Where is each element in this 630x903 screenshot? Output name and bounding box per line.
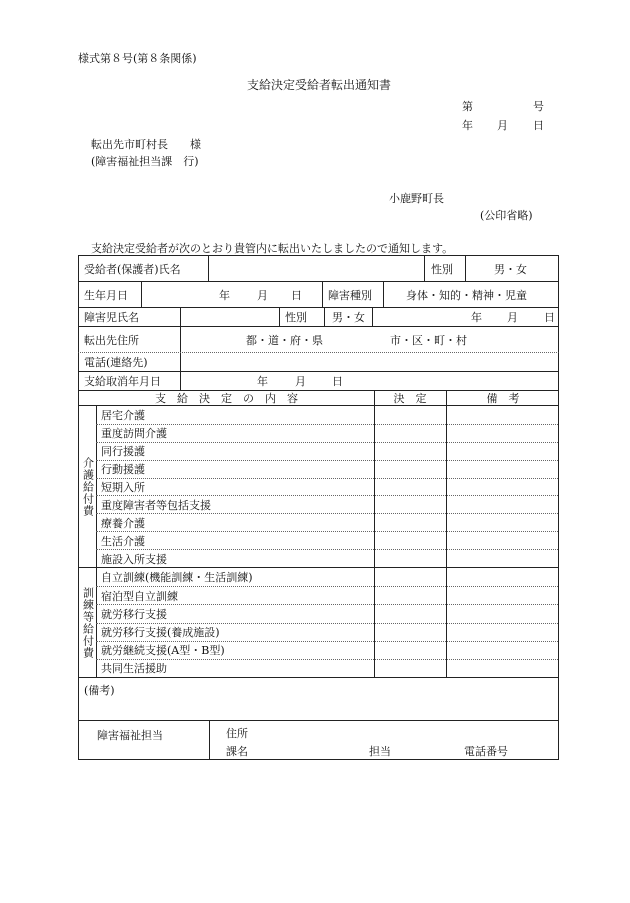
footer-address: 住所	[226, 727, 248, 740]
label-child-gender: 性別	[285, 311, 307, 324]
form-number: 様式第８号(第８条関係)	[78, 52, 197, 65]
service-item-label: 短期入所	[101, 480, 145, 494]
group2-label: 訓練等給付費	[81, 586, 95, 659]
row-address	[78, 326, 559, 352]
label-birthdate: 生年月日	[84, 288, 128, 302]
footer-contact	[78, 720, 559, 760]
service-item-label: 宿泊型自立訓練	[101, 589, 178, 603]
service-item-label: 就労継続支援(A型・B型)	[101, 644, 225, 658]
transfer-notice-form	[78, 255, 559, 760]
service-item-label: 療養介護	[101, 516, 145, 530]
remarks-label: (備考)	[84, 684, 115, 697]
service-item-label: 重度障害者等包括支援	[101, 498, 211, 512]
table-header	[78, 390, 559, 405]
group1-label: 介護給付費	[81, 456, 95, 517]
cancel-day: 日	[332, 375, 343, 388]
table-row	[96, 531, 558, 549]
birth-year: 年	[219, 288, 230, 302]
city-options: 市・区・町・村	[390, 333, 467, 347]
child-birth-day: 日	[544, 311, 555, 324]
row-phone	[78, 352, 559, 371]
sender-seal: (公印省略)	[480, 209, 533, 222]
footer-person: 担当	[369, 745, 391, 758]
label-disability-type: 障害種別	[328, 288, 372, 302]
footer-section: 課名	[226, 745, 248, 758]
date-month: 月	[497, 119, 508, 132]
service-item-label: 行動援護	[101, 463, 145, 477]
row-cancel-date	[78, 371, 559, 390]
table-row	[96, 623, 558, 641]
gender-options: 男・女	[494, 262, 527, 276]
table-row	[96, 641, 558, 659]
row-recipient	[78, 255, 559, 281]
table-row	[96, 478, 558, 496]
service-item-label: 居宅介護	[101, 408, 145, 422]
header-remarks: 備 考	[486, 392, 520, 405]
table-row	[96, 586, 558, 604]
birth-month: 月	[257, 288, 268, 302]
service-item-label: 自立訓練(機能訓練・生活訓練)	[101, 571, 253, 585]
service-item-label: 共同生活援助	[101, 662, 167, 676]
remarks-box	[78, 677, 559, 720]
row-child	[78, 307, 559, 326]
service-item-label: 生活介護	[101, 534, 145, 548]
table-row	[96, 568, 558, 586]
label-cancel-date: 支給取消年月日	[84, 375, 161, 388]
cancel-month: 月	[295, 375, 306, 388]
table-row	[96, 659, 558, 677]
group-training-benefits	[78, 567, 559, 677]
table-row	[96, 442, 558, 460]
table-row	[96, 424, 558, 442]
child-birth-month: 月	[507, 311, 518, 324]
recipient-line2: (障害福祉担当課 行)	[91, 155, 199, 168]
doc-number-go: 号	[533, 100, 544, 113]
table-row	[96, 604, 558, 622]
service-item-label: 就労移行支援(養成施設)	[101, 626, 220, 640]
cancel-year: 年	[257, 375, 268, 388]
label-address: 転出先住所	[84, 333, 139, 347]
table-row	[96, 406, 558, 424]
prefecture-options: 都・道・府・県	[246, 333, 323, 347]
child-birth-year: 年	[471, 311, 482, 324]
document-title: 支給決定受給者転出通知書	[247, 78, 392, 92]
label-gender: 性別	[431, 262, 453, 276]
service-item-label: 重度訪問介護	[101, 427, 167, 441]
table-row	[96, 495, 558, 513]
sender-name: 小鹿野町長	[389, 192, 444, 205]
header-decision: 決 定	[393, 392, 427, 405]
table-row	[96, 513, 558, 531]
service-item-label: 就労移行支援	[101, 607, 167, 621]
child-gender-options: 男・女	[332, 311, 365, 324]
table-row	[96, 460, 558, 478]
birth-day: 日	[291, 288, 302, 302]
table-row	[96, 549, 558, 567]
label-phone: 電話(連絡先)	[84, 356, 148, 369]
row-birthdate	[78, 281, 559, 307]
label-recipient-name: 受給者(保護者)氏名	[84, 262, 181, 276]
recipient-line1: 転出先市町村長 様	[91, 138, 201, 151]
group-care-benefits	[78, 405, 559, 567]
footer-phone: 電話番号	[464, 745, 508, 758]
intro-text: 支給決定受給者が次のとおり貴管内に転出いたしましたので通知します。	[91, 242, 454, 255]
disability-options: 身体・知的・精神・児童	[406, 288, 527, 302]
doc-number-dai: 第	[462, 100, 473, 113]
date-day: 日	[533, 119, 544, 132]
service-item-label: 施設入所支援	[101, 552, 167, 566]
date-year: 年	[462, 119, 473, 132]
service-item-label: 同行援護	[101, 445, 145, 459]
header-content: 支 給 決 定 の 内 容	[155, 392, 298, 405]
footer-dept: 障害福祉担当	[97, 729, 163, 742]
label-child-name: 障害児氏名	[84, 311, 139, 324]
